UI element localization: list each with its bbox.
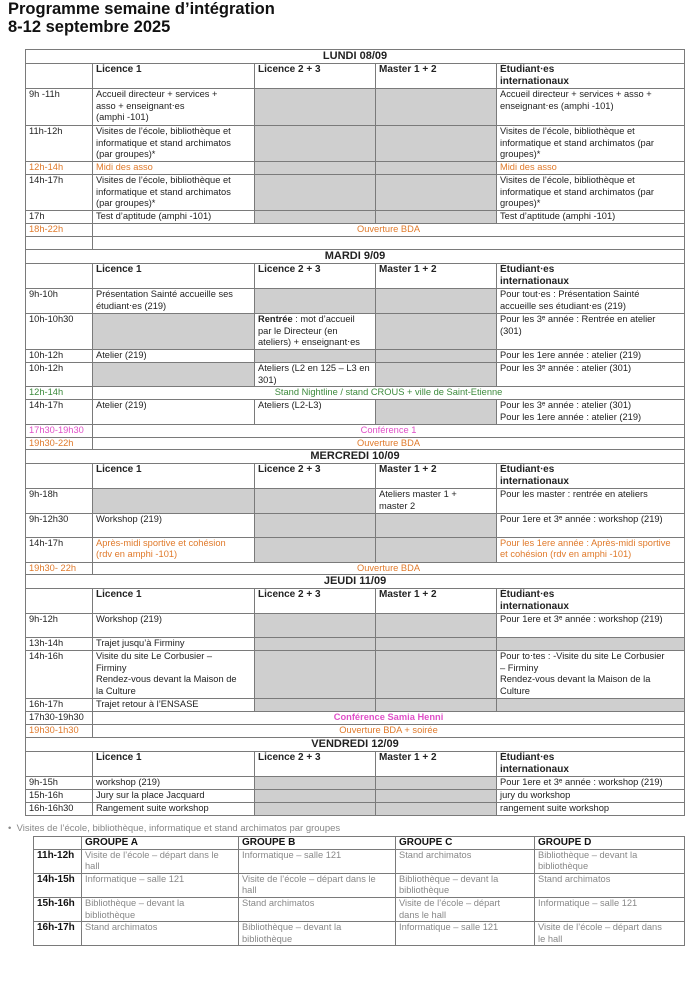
licence-1-cell: Workshop (219): [93, 513, 255, 537]
table-row: [26, 387, 685, 400]
col-international: Étudiant⋅es internationaux: [497, 752, 685, 777]
international-cell: Pour 1ere et 3ᵉ année : workshop (219): [497, 513, 685, 537]
international-cell: Pour 1ere et 3ᵉ année : workshop (219): [497, 777, 685, 790]
table-row: [26, 777, 685, 790]
schedule-table: [25, 49, 685, 816]
international-cell: Pour 1ere et 3ᵉ année : workshop (219): [497, 614, 685, 638]
bullet-icon: •: [8, 823, 17, 834]
empty-cell: [376, 614, 497, 638]
group-d-cell: Bibliothèque – devant la bibliothèque: [535, 849, 685, 873]
table-row: [26, 651, 685, 699]
empty-cell: [255, 537, 376, 562]
international-cell: Midi des asso: [497, 162, 685, 175]
licence-1-cell: Jury sur la place Jacquard: [93, 790, 255, 803]
table-row: [26, 614, 685, 638]
column-header-row: [26, 64, 685, 89]
col-licence-2-3: Licence 2 + 3: [255, 589, 376, 614]
group-b-cell: Stand archimatos: [239, 897, 396, 921]
empty-cell: [255, 614, 376, 638]
col-master-1-2: Master 1 + 2: [376, 464, 497, 489]
international-cell: Pour tout⋅es : Présentation Sainté accueille ses étudiant⋅es (219): [497, 289, 685, 314]
corner-cell: [26, 264, 93, 289]
empty-cell: [255, 513, 376, 537]
empty-cell: [255, 350, 376, 363]
empty-cell: [376, 803, 497, 816]
time-cell: 9h-12h30: [26, 513, 93, 537]
corner-cell: [26, 64, 93, 89]
corner-cell: [34, 837, 82, 850]
event-span-cell: Conférence Samia Henni: [93, 712, 685, 725]
empty-cell: [255, 777, 376, 790]
empty-cell: [255, 699, 376, 712]
col-licence-1: Licence 1: [93, 752, 255, 777]
time-cell: 10h-10h30: [26, 314, 93, 350]
time-cell: 14h-17h: [26, 175, 93, 211]
col-licence-1: Licence 1: [93, 64, 255, 89]
table-row: [26, 400, 685, 425]
empty-cell: [376, 289, 497, 314]
table-row: [26, 126, 685, 162]
table-row: [26, 224, 685, 237]
group-c-cell: Bibliothèque – devant la bibliothèque: [396, 873, 535, 897]
empty-cell: [255, 638, 376, 651]
licence-1-cell: Midi des asso: [93, 162, 255, 175]
group-d-cell: Visite de l’école – départ dans le hall: [535, 922, 685, 946]
empty-cell: [255, 289, 376, 314]
corner-cell: [26, 752, 93, 777]
event-span-cell: Conférence 1: [93, 425, 685, 438]
time-cell: 9h-15h: [26, 777, 93, 790]
empty-cell: [376, 537, 497, 562]
empty-cell: [255, 211, 376, 224]
time-cell: 17h30-19h30: [26, 425, 93, 438]
day-row: [26, 250, 685, 264]
time-cell: 16h-16h30: [26, 803, 93, 816]
group-a-cell: Bibliothèque – devant la bibliothèque: [82, 897, 239, 921]
licence-2-3-cell: Ateliers (L2-L3): [255, 400, 376, 425]
empty-cell: [255, 803, 376, 816]
empty-cell: [93, 489, 255, 513]
empty-cell: [376, 790, 497, 803]
col-master-1-2: Master 1 + 2: [376, 589, 497, 614]
licence-1-cell: Trajet jusqu’à Firminy: [93, 638, 255, 651]
empty-cell: [93, 363, 255, 387]
group-c-cell: Informatique – salle 121: [396, 922, 535, 946]
title-line-2: 8-12 septembre 2025: [8, 18, 171, 36]
licence-1-cell: Rangement suite workshop: [93, 803, 255, 816]
time-cell: 15h-16h: [26, 790, 93, 803]
licence-1-cell: Atelier (219): [93, 350, 255, 363]
empty-cell: [255, 651, 376, 699]
day-row: [26, 450, 685, 464]
empty-cell: [255, 126, 376, 162]
licence-1-cell: Visite du site Le Corbusier – Firminy Rendez-vous devant la Maison de la Culture: [93, 651, 255, 699]
international-cell: Visites de l’école, bibliothèque et informatique et stand archimatos (par groupes)*: [497, 175, 685, 211]
time-cell: 10h-12h: [26, 363, 93, 387]
col-international: Étudiant⋅es internationaux: [497, 464, 685, 489]
col-international: Étudiant⋅es internationaux: [497, 589, 685, 614]
table-row: [26, 211, 685, 224]
table-row: [34, 897, 685, 921]
group-d-cell: Stand archimatos: [535, 873, 685, 897]
international-cell: Pour les 3ᵉ année : atelier (301) Pour les 1ere année : atelier (219): [497, 400, 685, 425]
col-licence-1: Licence 1: [93, 589, 255, 614]
empty-cell: [255, 89, 376, 126]
group-c-cell: Visite de l’école – départ dans le hall: [396, 897, 535, 921]
table-row: [34, 849, 685, 873]
empty-cell: [376, 638, 497, 651]
time-cell: 16h-17h: [34, 922, 82, 946]
group-c-header: GROUPE C: [396, 837, 535, 850]
table-row: [26, 638, 685, 651]
corner-cell: [26, 589, 93, 614]
event-span-cell: Ouverture BDA: [93, 437, 685, 450]
empty-cell: [376, 363, 497, 387]
international-cell: Pour to⋅tes : -Visite du site Le Corbusier – Firminy Rendez-vous devant la Maison de la Culture: [497, 651, 685, 699]
table-row: [34, 922, 685, 946]
col-licence-2-3: Licence 2 + 3: [255, 752, 376, 777]
time-cell: 12h-14h: [26, 162, 93, 175]
col-licence-1: Licence 1: [93, 464, 255, 489]
day-row: [26, 575, 685, 589]
licence-1-cell: Trajet retour à l’ENSASE: [93, 699, 255, 712]
day-header-thursday: JEUDI 11/09: [26, 575, 685, 589]
licence-1-cell: workshop (219): [93, 777, 255, 790]
time-cell: 10h-12h: [26, 350, 93, 363]
column-header-row: [26, 464, 685, 489]
group-b-cell: Bibliothèque – devant la bibliothèque: [239, 922, 396, 946]
table-row: [26, 790, 685, 803]
time-cell: 13h-14h: [26, 638, 93, 651]
day-header-friday: VENDREDI 12/09: [26, 738, 685, 752]
table-row: [26, 314, 685, 350]
licence-1-cell: Atelier (219): [93, 400, 255, 425]
table-row: [26, 562, 685, 575]
column-header-row: [26, 752, 685, 777]
licence-1-cell: Après-midi sportive et cohésion (rdv en amphi -101): [93, 537, 255, 562]
time-cell: 16h-17h: [26, 699, 93, 712]
empty-cell: [376, 350, 497, 363]
col-master-1-2: Master 1 + 2: [376, 64, 497, 89]
time-cell: 17h: [26, 211, 93, 224]
time-cell: 19h30- 22h: [26, 562, 93, 575]
table-row: [26, 175, 685, 211]
international-cell: rangement suite workshop: [497, 803, 685, 816]
empty-cell: [376, 513, 497, 537]
licence-1-cell: Test d’aptitude (amphi -101): [93, 211, 255, 224]
col-licence-2-3: Licence 2 + 3: [255, 64, 376, 89]
event-span-cell: Ouverture BDA: [93, 562, 685, 575]
empty-cell: [93, 237, 685, 250]
international-cell: Visites de l’école, bibliothèque et informatique et stand archimatos (par groupes)*: [497, 126, 685, 162]
time-cell: 9h -11h: [26, 89, 93, 126]
international-cell: Test d’aptitude (amphi -101): [497, 211, 685, 224]
group-c-cell: Stand archimatos: [396, 849, 535, 873]
day-header-wednesday: MERCREDI 10/09: [26, 450, 685, 464]
table-row: [26, 89, 685, 126]
title-line-1: Programme semaine d’intégration: [8, 0, 275, 18]
time-cell: 18h-22h: [26, 224, 93, 237]
time-cell: 19h30-1h30: [26, 725, 93, 738]
event-span-cell: Ouverture BDA + soirée: [93, 725, 685, 738]
table-row: [26, 537, 685, 562]
table-row: [26, 489, 685, 513]
group-b-cell: Visite de l’école – départ dans le hall: [239, 873, 396, 897]
time-cell: 9h-10h: [26, 289, 93, 314]
empty-cell: [376, 211, 497, 224]
empty-cell: [255, 162, 376, 175]
group-d-header: GROUPE D: [535, 837, 685, 850]
international-cell: Pour les 1ere année : Après-midi sportive et cohésion (rdv en amphi -101): [497, 537, 685, 562]
table-row: [26, 425, 685, 438]
group-b-header: GROUPE B: [239, 837, 396, 850]
day-header-monday: LUNDI 08/09: [26, 50, 685, 64]
time-cell: 12h-14h: [26, 387, 93, 400]
international-cell: jury du workshop: [497, 790, 685, 803]
col-licence-2-3: Licence 2 + 3: [255, 464, 376, 489]
licence-2-3-cell: Rentrée : mot d’accueil par le Directeur (en ateliers) + enseignant⋅es: [255, 314, 376, 350]
table-row: [26, 363, 685, 387]
empty-cell: [376, 699, 497, 712]
time-cell: 14h-17h: [26, 400, 93, 425]
international-cell: Pour les 1ere année : atelier (219): [497, 350, 685, 363]
licence-1-cell: Visites de l’école, bibliothèque et informatique et stand archimatos (par groupes)*: [93, 175, 255, 211]
table-row: [26, 162, 685, 175]
group-d-cell: Informatique – salle 121: [535, 897, 685, 921]
group-a-cell: Stand archimatos: [82, 922, 239, 946]
time-cell: 15h-16h: [34, 897, 82, 921]
table-row: [26, 350, 685, 363]
spacer-row: [26, 237, 685, 250]
day-header-tuesday: MARDI 9/09: [26, 250, 685, 264]
groups-header-row: [34, 837, 685, 850]
table-row: [26, 725, 685, 738]
empty-cell: [376, 162, 497, 175]
table-row: [26, 437, 685, 450]
col-licence-1: Licence 1: [93, 264, 255, 289]
col-international: Étudiant⋅es internationaux: [497, 64, 685, 89]
empty-cell: [376, 777, 497, 790]
licence-1-cell: Workshop (219): [93, 614, 255, 638]
col-master-1-2: Master 1 + 2: [376, 752, 497, 777]
empty-cell: [376, 89, 497, 126]
empty-cell: [376, 400, 497, 425]
column-header-row: [26, 589, 685, 614]
empty-cell: [376, 126, 497, 162]
time-cell: 9h-12h: [26, 614, 93, 638]
corner-cell: [26, 464, 93, 489]
table-row: [26, 513, 685, 537]
licence-1-cell: Visites de l’école, bibliothèque et informatique et stand archimatos (par groupes)*: [93, 126, 255, 162]
licence-1-cell: Accueil directeur + services + asso + enseignant⋅es (amphi -101): [93, 89, 255, 126]
table-row: [26, 803, 685, 816]
group-b-cell: Informatique – salle 121: [239, 849, 396, 873]
col-licence-2-3: Licence 2 + 3: [255, 264, 376, 289]
empty-cell: [376, 651, 497, 699]
empty-cell: [497, 699, 685, 712]
licence-1-cell: Présentation Sainté accueille ses étudiant⋅es (219): [93, 289, 255, 314]
day-row: [26, 738, 685, 752]
empty-cell: [497, 638, 685, 651]
international-cell: Pour les 3ᵉ année : atelier (301): [497, 363, 685, 387]
empty-cell: [93, 314, 255, 350]
time-cell: 17h30-19h30: [26, 712, 93, 725]
empty-cell: [26, 237, 93, 250]
time-cell: 11h-12h: [26, 126, 93, 162]
day-row: [26, 50, 685, 64]
table-row: [26, 289, 685, 314]
event-span-cell: Stand Nightline / stand CROUS + ville de Saint-Etienne: [93, 387, 685, 400]
group-a-header: GROUPE A: [82, 837, 239, 850]
master-1-2-cell: Ateliers master 1 + master 2: [376, 489, 497, 513]
col-international: Étudiant⋅es internationaux: [497, 264, 685, 289]
international-cell: Accueil directeur + services + asso + enseignant⋅es (amphi -101): [497, 89, 685, 126]
time-cell: 14h-17h: [26, 537, 93, 562]
licence-2-3-cell: Ateliers (L2 en 125 – L3 en 301): [255, 363, 376, 387]
event-span-cell: Ouverture BDA: [93, 224, 685, 237]
empty-cell: [255, 175, 376, 211]
groups-table: [33, 836, 685, 946]
time-cell: 14h-16h: [26, 651, 93, 699]
table-row: [26, 712, 685, 725]
empty-cell: [376, 175, 497, 211]
empty-cell: [255, 790, 376, 803]
empty-cell: [255, 489, 376, 513]
col-master-1-2: Master 1 + 2: [376, 264, 497, 289]
empty-cell: [376, 314, 497, 350]
column-header-row: [26, 264, 685, 289]
page-title: [8, 0, 275, 36]
table-row: [34, 873, 685, 897]
international-cell: Pour les master : rentrée en ateliers: [497, 489, 685, 513]
time-cell: 9h-18h: [26, 489, 93, 513]
time-cell: 19h30-22h: [26, 437, 93, 450]
group-a-cell: Informatique – salle 121: [82, 873, 239, 897]
footnote: • Visites de l’école, bibliothèque, informatique et stand archimatos par groupes: [8, 823, 341, 834]
international-cell: Pour les 3ᵉ année : Rentrée en atelier (301): [497, 314, 685, 350]
time-cell: 14h-15h: [34, 873, 82, 897]
group-a-cell: Visite de l’école – départ dans le hall: [82, 849, 239, 873]
time-cell: 11h-12h: [34, 849, 82, 873]
table-row: [26, 699, 685, 712]
